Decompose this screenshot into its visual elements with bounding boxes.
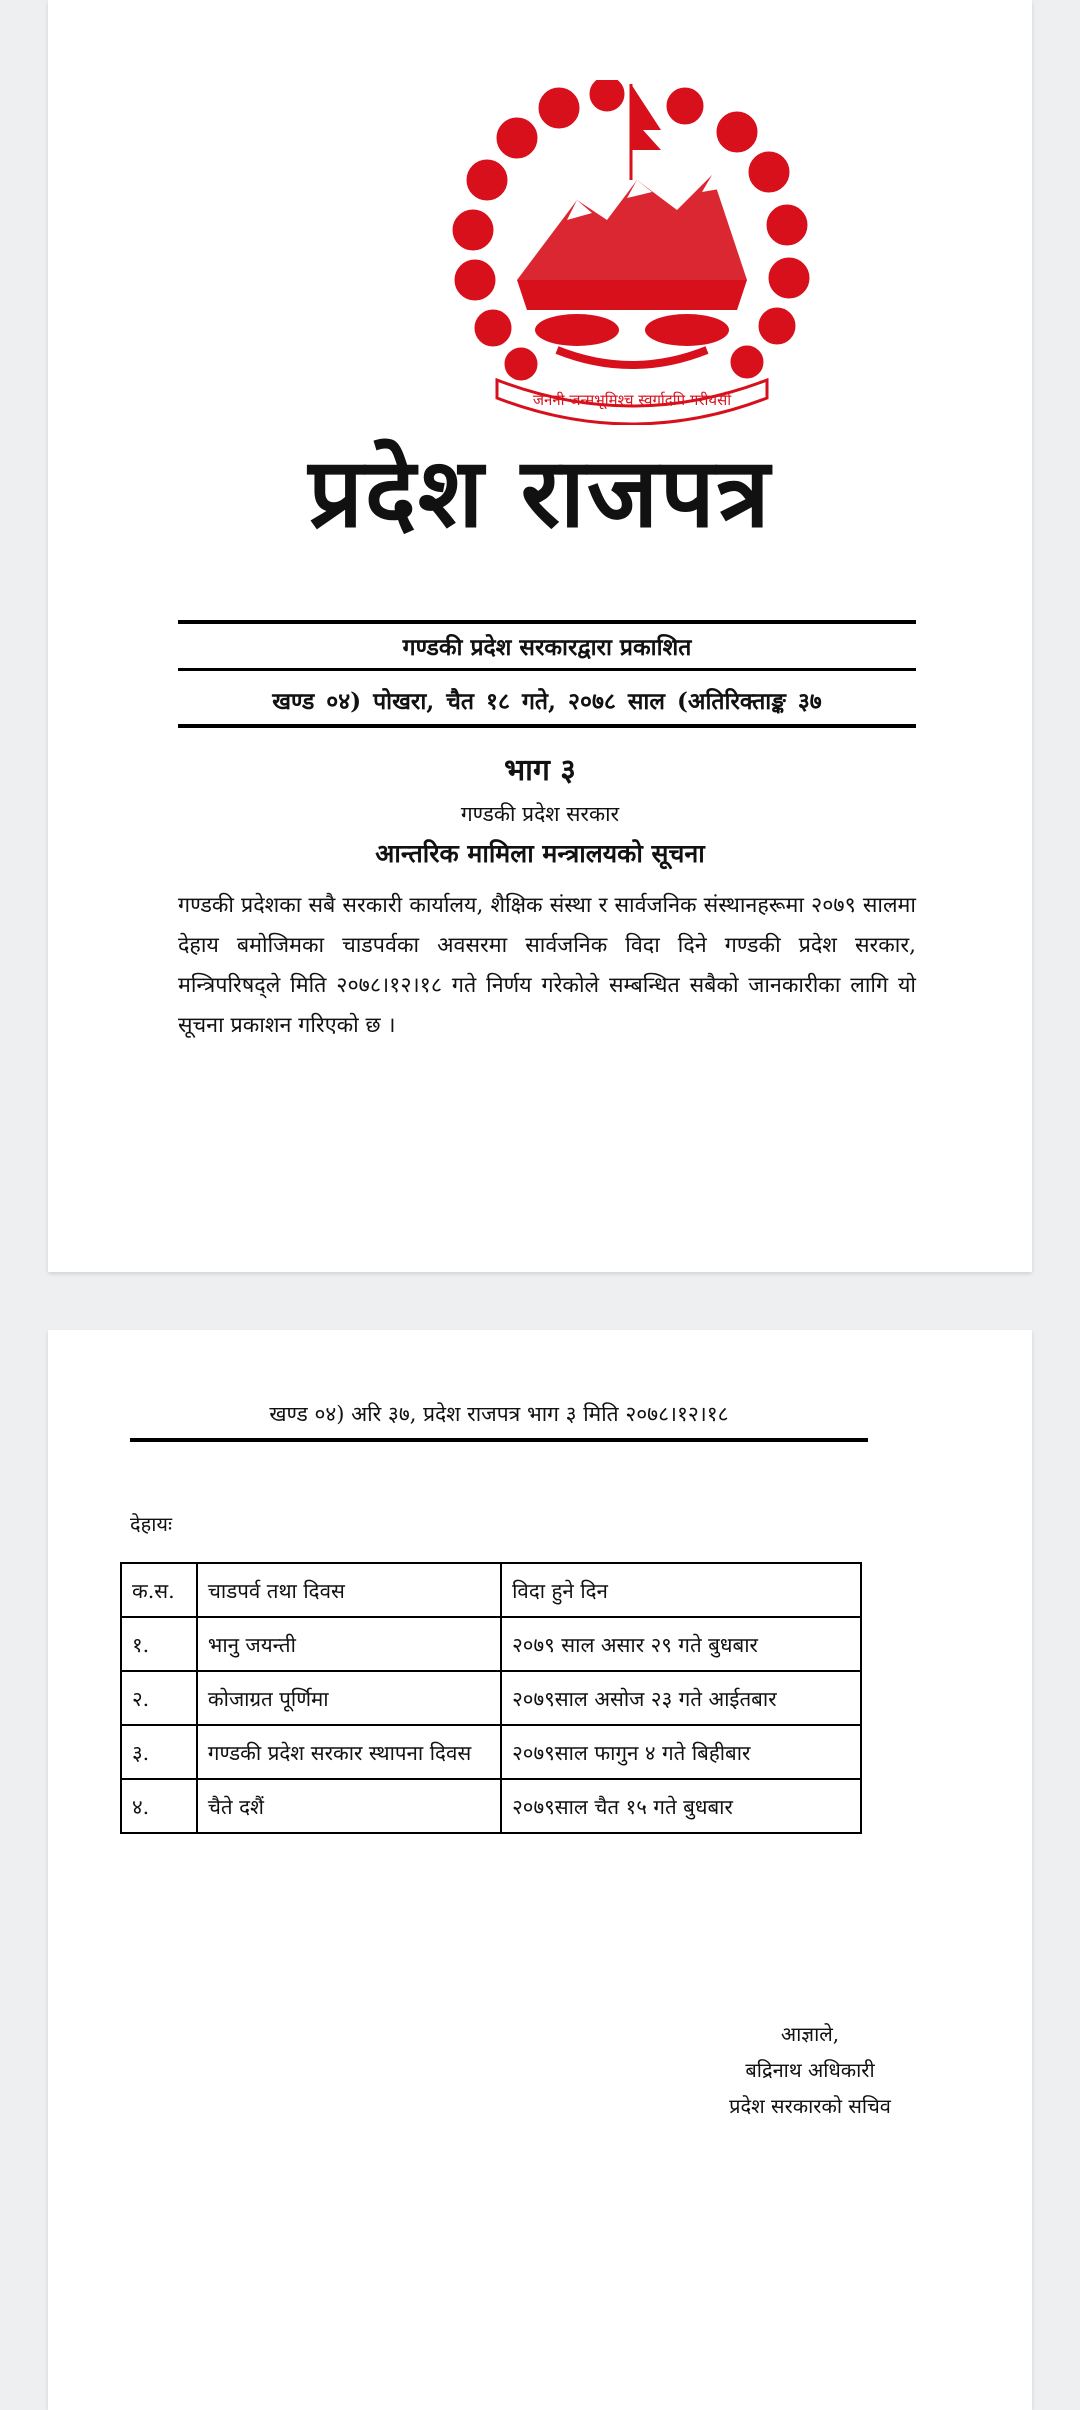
row-serial: २.	[121, 1671, 197, 1725]
map-outline	[517, 280, 747, 310]
row-festival: चैते दशैं	[197, 1779, 501, 1833]
running-head-rule	[130, 1438, 868, 1442]
gazette-page-2	[48, 1330, 1032, 2410]
top-rule	[178, 620, 916, 624]
row-festival: कोजाग्रत पूर्णिमा	[197, 1671, 501, 1725]
part-heading: भाग ३	[504, 753, 576, 788]
publisher-line: गण्डकी प्रदेश सरकारद्वारा प्रकाशित	[402, 634, 692, 661]
issue-line: खण्ड ०४) पोखरा, चैत १८ गते, २०७८ साल (अतिरिक्ताङ्क ३७	[272, 688, 822, 715]
table-header-row	[121, 1563, 861, 1617]
row-date: २०७९साल फागुन ४ गते बिहीबार	[501, 1725, 861, 1779]
notice-body: गण्डकी प्रदेशका सबै सरकारी कार्यालय, शैक्षिक संस्था र सार्वजनिक संस्थानहरूमा २०७९ सालमा देहाय बमोजिमका चाडपर्वका अवसरमा सार्वजनिक विदा दिने गण्डकी प्रदेश सरकार, मन्त्रिपरिषद्ले मिति २०७८।१२।१८ गते निर्णय गरेकोले सम्बन्धित सबैको जानकारीका लागि यो सूचना प्रकाशन गरिएको छ ।	[178, 893, 916, 1038]
table-row	[121, 1671, 861, 1725]
gandaki-province-emblem-icon	[447, 80, 817, 425]
signatory-designation: प्रदेश सरकारको सचिव	[729, 2094, 891, 2118]
national-flag	[631, 84, 661, 150]
row-date: २०७९साल चैत १५ गते बुधबार	[501, 1779, 861, 1833]
holiday-table	[120, 1562, 862, 1834]
row-serial: ४.	[121, 1779, 197, 1833]
signoff-block	[700, 2016, 920, 2124]
row-date: २०७९साल असोज २३ गते आईतबार	[501, 1671, 861, 1725]
table-row	[121, 1779, 861, 1833]
gazette-title: प्रदेश राजपत्र	[308, 436, 772, 549]
running-head: खण्ड ०४) अरि ३७, प्रदेश राजपत्र भाग ३ मिति २०७८।१२।१८	[269, 1402, 729, 1426]
right-hand	[645, 314, 729, 346]
header-holiday-date: विदा हुने दिन	[501, 1563, 861, 1617]
dehaya-label: देहायः	[130, 1512, 173, 1536]
gazette-page-1	[48, 0, 1032, 1272]
emblem-motto: जननी जन्मभूमिश्च स्वर्गादपि गरीयसी	[532, 391, 732, 409]
government-name: गण्डकी प्रदेश सरकार	[460, 802, 620, 826]
notice-title: आन्तरिक मामिला मन्त्रालयको सूचना	[375, 839, 705, 868]
left-hand	[535, 314, 619, 346]
row-serial: १.	[121, 1617, 197, 1671]
row-serial: ३.	[121, 1725, 197, 1779]
row-festival: गण्डकी प्रदेश सरकार स्थापना दिवस	[197, 1725, 501, 1779]
row-date: २०७९ साल असार २९ गते बुधबार	[501, 1617, 861, 1671]
bottom-rule	[178, 724, 916, 728]
signatory-name: बद्रिनाथ अधिकारी	[745, 2058, 875, 2082]
table-row	[121, 1725, 861, 1779]
row-festival: भानु जयन्ती	[197, 1617, 501, 1671]
signoff-line: आज्ञाले,	[780, 2022, 840, 2046]
header-serial: क.स.	[121, 1563, 197, 1617]
wheat-garland	[557, 350, 707, 365]
middle-rule	[178, 668, 916, 671]
table-row	[121, 1617, 861, 1671]
header-festival: चाडपर्व तथा दिवस	[197, 1563, 501, 1617]
